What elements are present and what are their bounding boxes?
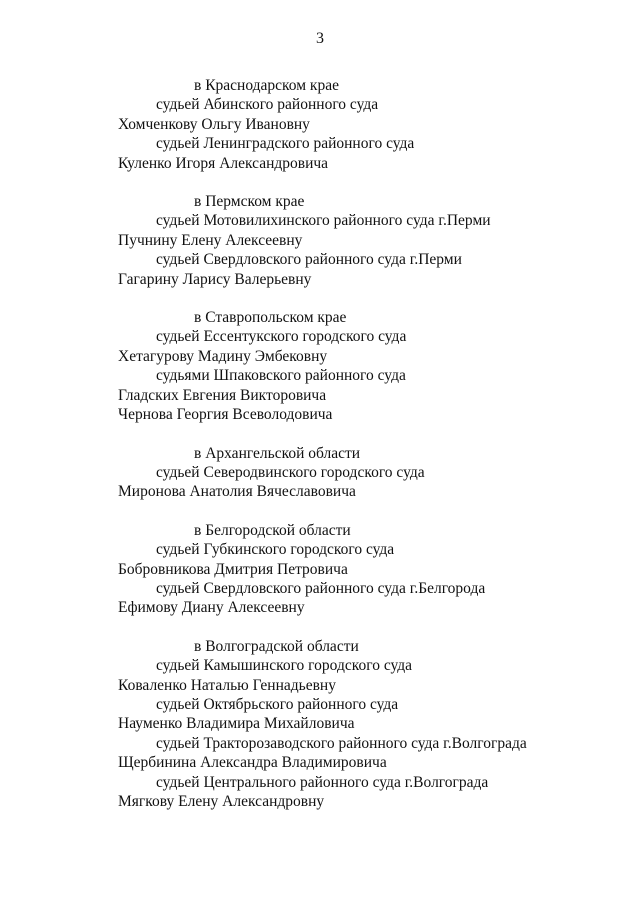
region-heading: в Волгоградской области — [194, 637, 359, 655]
judge-name: Науменко Владимира Михайловича — [118, 715, 355, 733]
court-line: судьей Октябрьского районного суда — [156, 695, 399, 713]
court-line: судьей Мотовилихинского районного суда г.Перми — [156, 212, 491, 230]
region-section — [118, 192, 618, 289]
region-heading: в Белгородской области — [194, 521, 351, 539]
court-line: судьей Тракторозаводского районного суда г.Волгограда — [156, 734, 527, 752]
region-section — [118, 444, 618, 502]
court-line: судьей Губкинского городского суда — [156, 541, 395, 559]
judge-name: Хомченкову Ольгу Ивановну — [118, 115, 310, 133]
appointments-list — [118, 76, 618, 830]
judge-name: Чернова Георгия Всеволодовича — [118, 406, 333, 424]
judge-name: Бобровникова Дмитрия Петровича — [118, 560, 348, 578]
region-section — [118, 76, 618, 173]
region-section — [118, 308, 618, 424]
region-section — [118, 637, 618, 812]
region-heading: в Краснодарском крае — [194, 77, 339, 94]
court-line: судьей Свердловского районного суда г.Белгорода — [156, 579, 486, 597]
judge-name: Щербинина Александра Владимировича — [118, 754, 387, 772]
court-line: судьями Шпаковского районного суда — [156, 367, 406, 385]
judge-name: Коваленко Наталью Геннадьевну — [118, 676, 336, 694]
judge-name: Пучнину Елену Алексеевну — [118, 231, 303, 249]
region-heading: в Пермском крае — [194, 193, 305, 211]
region-heading: в Ставропольском крае — [194, 309, 347, 327]
court-line: судьей Абинского районного суда — [156, 96, 379, 114]
judge-name: Ефимову Диану Алексеевну — [118, 599, 305, 617]
region-heading: в Архангельской области — [194, 444, 361, 462]
judge-name: Миронова Анатолия Вячеславовича — [118, 483, 356, 501]
region-section — [118, 521, 618, 618]
court-line: судьей Центрального районного суда г.Волгограда — [156, 773, 489, 791]
court-line: судьей Свердловского районного суда г.Перми — [156, 251, 462, 269]
judge-name: Мягкову Елену Александровну — [118, 793, 325, 810]
court-line: судьей Северодвинского городского суда — [156, 463, 425, 481]
judge-name: Гагарину Ларису Валерьевну — [118, 270, 312, 288]
court-line: судьей Камышинского городского суда — [156, 657, 413, 675]
court-line: судьей Ессентукского городского суда — [156, 328, 407, 346]
judge-name: Гладских Евгения Викторовича — [118, 386, 327, 404]
judge-name: Куленко Игоря Александровича — [118, 154, 329, 172]
judge-name: Хетагурову Мадину Эмбековну — [118, 347, 328, 365]
page-number: 3 — [316, 30, 324, 47]
court-line: судьей Ленинградского районного суда — [156, 135, 415, 153]
